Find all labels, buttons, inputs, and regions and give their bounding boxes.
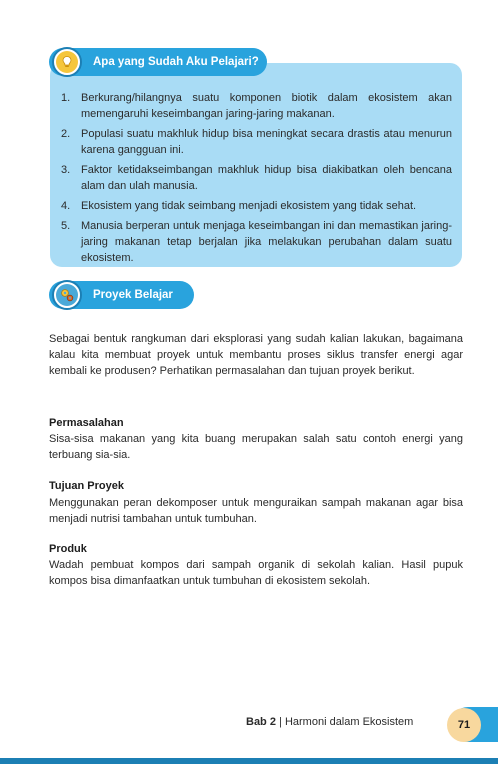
gears-icon bbox=[56, 284, 78, 306]
list-item: 5. Manusia berperan untuk menjaga keseimbangan ini dan memastikan jaring-jaring makanan tetap berjalan jika melakukan perubahan dalam suatu ekosistem. bbox=[61, 220, 452, 264]
list-item: 3. Faktor ketidakseimbangan makhluk hidup bisa diakibatkan oleh bencana alam dan ulah manusia. bbox=[61, 164, 452, 192]
list-item: 2. Populasi suatu makhluk hidup bisa meningkat secara drastis atau menurun karena gangguan ini. bbox=[61, 128, 452, 156]
chapter-label: Bab 2 bbox=[246, 716, 276, 728]
project-badge bbox=[52, 280, 82, 310]
lightbulb-icon bbox=[56, 51, 78, 73]
project-title-text: Proyek Belajar bbox=[93, 289, 173, 301]
footer-separator: | bbox=[275, 716, 285, 728]
product-text: Wadah pembuat kompos dari sampah organik di sekolah kalian. Hasil pupuk kompos bisa dimanfaatkan untuk tumbuhan di ekosistem sekolah. bbox=[49, 559, 463, 587]
goal-text: Menggunakan peran dekomposer untuk menguraikan sampah makanan agar bisa menjadi nutrisi tambahan untuk tumbuhan. bbox=[49, 497, 463, 525]
problem-heading: Permasalahan bbox=[49, 417, 124, 429]
chapter-title: Harmoni dalam Ekosistem bbox=[284, 716, 414, 728]
goal-heading: Tujuan Proyek bbox=[49, 480, 124, 492]
learned-title-text: Apa yang Sudah Aku Pelajari? bbox=[93, 56, 259, 68]
learned-badge bbox=[52, 47, 82, 77]
bottom-bar bbox=[0, 758, 498, 764]
product-heading: Produk bbox=[49, 543, 87, 555]
list-item: 1. Berkurang/hilangnya suatu komponen biotik dalam ekosistem akan memengaruhi keseimbangan jaring-jaring makanan. bbox=[61, 92, 452, 120]
list-item: 4. Ekosistem yang tidak seimbang menjadi ekosistem yang tidak sehat. bbox=[61, 200, 417, 212]
page-number: 71 bbox=[447, 708, 481, 742]
learned-list bbox=[58, 90, 452, 270]
problem-text: Sisa-sisa makanan yang kita buang merupakan salah satu contoh energi yang terbuang sia-sia. bbox=[49, 433, 463, 461]
project-intro: Sebagai bentuk rangkuman dari eksplorasi yang sudah kalian lakukan, bagaimana kalau kita membuat proyek untuk membantu proses siklus transfer energi agar kembali ke produsen? Perhatikan permasalahan dan tujuan proyek berikut. bbox=[49, 333, 463, 377]
footer-chapter bbox=[246, 716, 413, 728]
